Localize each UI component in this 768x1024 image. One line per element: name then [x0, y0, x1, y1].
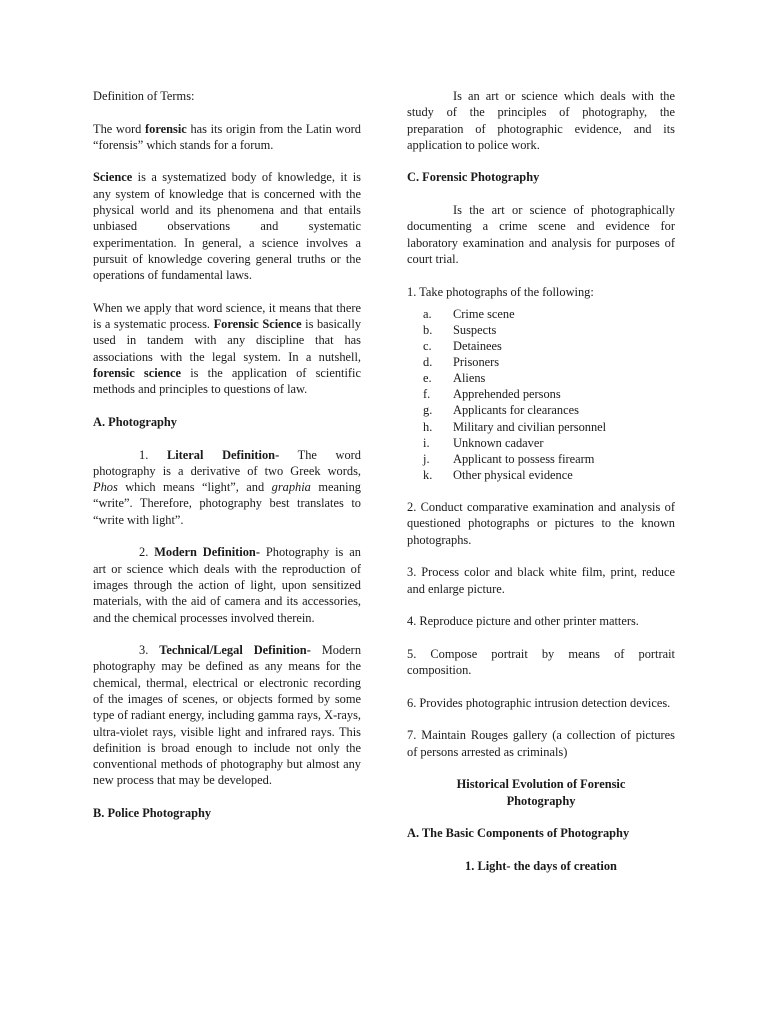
forensic-science-paragraph: When we apply that word science, it means that there is a systematic process. Forensic Science is basically used in tandem with any discipline that has associations with the legal system. In a nutshell, forensic science is the application of scientific methods and principles to questions of law. — [93, 300, 362, 397]
technical-definition-paragraph: 3. Technical/Legal Definition- Modern photography may be defined as any means for the chemical, thermal, electrical or electronic recording of the images of scenes, or objects formed by some type of radiant energy, including gamma rays, X-rays, ultra-violet rays, visible light and infrared rays. This definition is broad enough to include not only the conventional methods of photography but almost any new process that may be developed. — [93, 643, 362, 788]
basic-components-heading: A. The Basic Components of Photography — [407, 826, 630, 841]
section-c-heading: C. Forensic Photography — [407, 170, 540, 185]
item-6: 6. Provides photographic intrusion detection devices. — [407, 695, 671, 710]
item-3: 3. Process color and black white film, print, reduce and enlarge picture. — [407, 565, 675, 596]
police-photography-paragraph: Is an art or science which deals with the study of the principles of photography, the preparation of photographic evidence, and its application to police work. — [407, 89, 675, 152]
item-5: 5. Compose portrait by means of portrait composition. — [407, 646, 675, 678]
left-column — [93, 88, 361, 821]
science-paragraph: Science is a systematized body of knowledge, it is any system of knowledge that is concerned with the physical world and its phenomena and that entails unbiased observations and systematic experimentation. In general, a science involves a pursuit of knowledge covering general truths or the operations of fundamental laws. — [93, 170, 361, 283]
list-item: g. Applicants for clearances — [423, 403, 579, 418]
section-b-heading: B. Police Photography — [93, 806, 212, 821]
definition-heading: Definition of Terms: — [93, 89, 195, 103]
item-4: 4. Reproduce picture and other printer matters. — [407, 614, 639, 629]
modern-definition-paragraph: 2. Modern Definition- Photography is an art or science which deals with the reproduction of images through the action of light, upon sensitized materials, with the aid of camera and its accessories, and the chemical processes involved therein. — [93, 545, 361, 625]
right-column — [407, 88, 675, 874]
list-item: b. Suspects — [423, 322, 497, 337]
light-heading: 1. Light- the days of creation — [465, 858, 617, 873]
item-7: 7. Maintain Rouges gallery (a collection of pictures of persons arrested as criminals) — [407, 728, 675, 759]
list-item: i. Unknown cadaver — [423, 435, 544, 450]
list-item: j. Applicant to possess firearm — [423, 451, 595, 466]
list-item: k. Other physical evidence — [423, 467, 573, 482]
list-item: d. Prisoners — [423, 355, 500, 370]
forensic-origin-paragraph: The word forensic has its origin from the Latin word “forensis” which stands for a forum. — [93, 121, 361, 152]
list-item: a. Crime scene — [423, 306, 515, 321]
forensic-photography-paragraph: Is the art or science of photographically documenting a crime scene and evidence for laboratory examination and analysis for purposes of court trial. — [407, 203, 675, 266]
item-1: 1. Take photographs of the following: — [407, 284, 594, 299]
historical-evolution-heading: Historical Evolution of Forensic Photography — [456, 777, 626, 808]
list-item: h. Military and civilian personnel — [423, 419, 607, 434]
list-item: f. Apprehended persons — [423, 387, 561, 402]
photograph-subjects-list — [407, 306, 675, 483]
item-2: 2. Conduct comparative examination and analysis of questioned photographs or pictures to the known photographs. — [407, 500, 675, 547]
section-a-heading: A. Photography — [93, 414, 177, 429]
list-item: e. Aliens — [423, 371, 486, 386]
literal-definition-paragraph: 1. Literal Definition- The word photography is a derivative of two Greek words, Phos which means “light”, and graphia meaning “write”. Therefore, photography best translates to “write with light”. — [93, 447, 362, 527]
list-item: c. Detainees — [423, 339, 502, 354]
